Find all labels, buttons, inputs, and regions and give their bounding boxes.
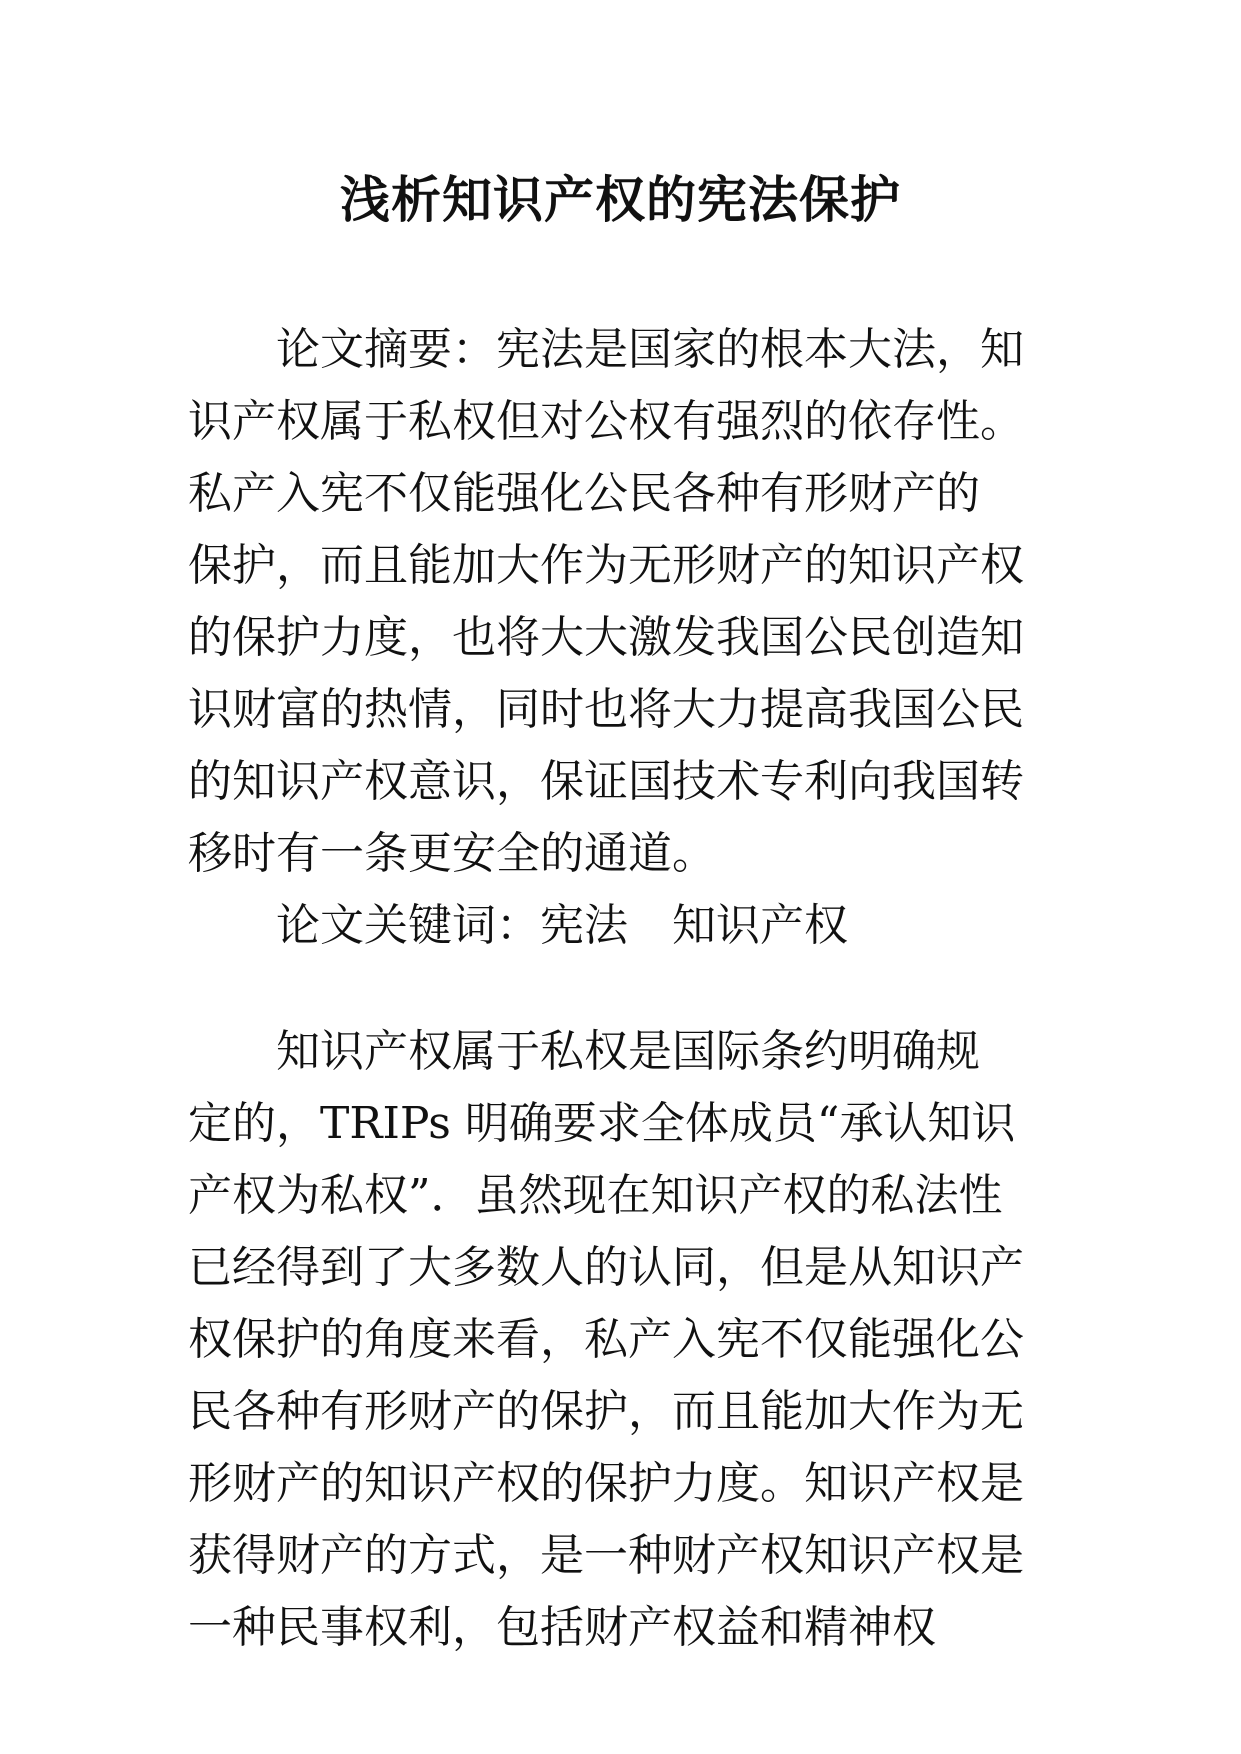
body-line: 权保护的角度来看，私产入宪不仅能强化公: [188, 1314, 1024, 1365]
abstract-line: 的知识产权意识，保证国技术专利向我国转: [188, 756, 1024, 807]
body-line: 获得财产的方式，是一种财产权知识产权是: [188, 1530, 1024, 1581]
body-line: 一种民事权利，包括财产权益和精神权: [188, 1602, 936, 1653]
abstract-line: 移时有一条更安全的通道。: [188, 828, 716, 879]
document-title: 浅析知识产权的宪法保护: [340, 170, 901, 229]
abstract-line: 保护，而且能加大作为无形财产的知识产权: [188, 540, 1024, 591]
body-line: 已经得到了大多数人的认同，但是从知识产: [188, 1242, 1024, 1293]
document-body: [188, 314, 1068, 1664]
body-line: 知识产权属于私权是国际条约明确规: [188, 1026, 980, 1077]
body-line: 产权为私权”．虽然现在知识产权的私法性: [188, 1170, 1003, 1221]
abstract-line: 识产权属于私权但对公权有强烈的依存性。: [188, 396, 1024, 447]
body-line: 定的，TRIPs 明确要求全体成员“承认知识: [188, 1098, 1016, 1149]
abstract-line: 私产入宪不仅能强化公民各种有形财产的: [188, 468, 980, 519]
body-line: 民各种有形财产的保护，而且能加大作为无: [188, 1386, 1024, 1437]
abstract-line: 识财富的热情，同时也将大力提高我国公民: [188, 684, 1024, 735]
keywords-line: 论文关键词：宪法 知识产权: [188, 900, 848, 951]
body-line: 形财产的知识产权的保护力度。知识产权是: [188, 1458, 1024, 1509]
abstract-line: 论文摘要：宪法是国家的根本大法，知: [188, 324, 1024, 375]
abstract-line: 的保护力度，也将大大激发我国公民创造知: [188, 612, 1024, 663]
paragraph-gap: [188, 962, 1068, 1016]
